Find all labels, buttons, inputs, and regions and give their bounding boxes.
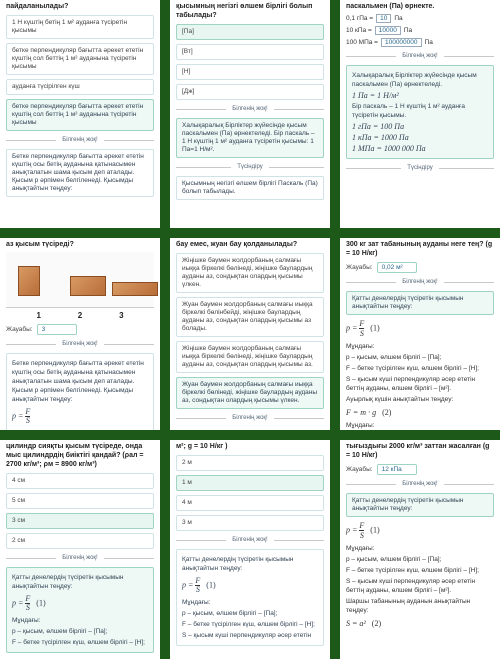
option-2[interactable]: 5 см xyxy=(6,493,154,509)
question-text: аз қысым түсіреді? xyxy=(6,241,74,248)
section-divider: Білгенің жоқ! xyxy=(346,279,494,285)
answer-input[interactable]: 12 кПа xyxy=(377,464,417,475)
horizontal-separator-2 xyxy=(0,430,500,440)
section-divider: Білгенің жоқ! xyxy=(176,537,324,543)
option-1[interactable]: 1 Н күштің бетің 1 м² ауданға түсіретін қысымы xyxy=(6,15,154,39)
option-3[interactable]: ауданға түсірілген күш xyxy=(6,79,154,95)
option-3[interactable]: 3 см xyxy=(6,513,154,529)
answer-row: Жауабы: 0,02 м² xyxy=(346,262,494,273)
section-divider: Білгенің жоқ! xyxy=(6,137,154,143)
option-3[interactable]: Жіңішке баумен жолдорбаның салмағы иыққа біркелкі бөлінеді, жіңішке баулардың ауданы аз, сондықтан олардың қысымы аз. xyxy=(176,341,324,373)
option-pa[interactable]: [Па] xyxy=(176,24,324,40)
formula-pressure: p = $\frac{F}{S}$ (1) xyxy=(346,319,380,338)
question-text: цилиндр сияқты қысым түсіреде, онда мыс цилиндрдің биіктігі қандай? (ρал = 2700 кг/м³; ρм = 8900 кг/м³) xyxy=(6,443,144,468)
option-w[interactable]: [Вт] xyxy=(176,44,324,60)
vertical-separator-2 xyxy=(330,0,340,659)
question-text: м²; g = 10 Н/кг ) xyxy=(176,443,228,450)
figure-label-1: 1 xyxy=(36,311,41,320)
question-text: паскальмен (Па) өрнекте. xyxy=(346,3,435,10)
correct-answer-feedback: бетке перпендикуляр бағытта әрекет ететін күштің сол беттің 1 м² ауданына түсіретін қысымы xyxy=(6,99,154,131)
answer-input[interactable]: 0,02 м² xyxy=(377,262,417,273)
figure-label-3: 3 xyxy=(119,311,124,320)
section-divider: Білгенің жоқ! xyxy=(6,341,154,347)
section-divider-2: Түсіндіру xyxy=(176,164,324,170)
horizontal-separator-1 xyxy=(0,228,500,238)
section-divider-2: Түсіндіру xyxy=(346,165,494,171)
panel-2 xyxy=(170,0,330,228)
section-divider: Білгенің жоқ! xyxy=(346,481,494,487)
figure-label-2: 2 xyxy=(77,311,83,320)
conversion-input-2[interactable]: 10000 xyxy=(375,26,401,35)
formula-pressure: p = $\frac{F}{S}$ (1) xyxy=(346,521,380,540)
panel-3 xyxy=(340,0,500,228)
section-divider: Білгенің жоқ! xyxy=(346,53,494,59)
bricks-figure xyxy=(6,252,154,308)
formula-gravity: F = m · g (2) xyxy=(346,408,392,417)
option-1[interactable]: 2 м xyxy=(176,455,324,471)
answer-input[interactable]: 3 xyxy=(37,324,77,335)
question-text: бау емес, жуан бау қолданылады? xyxy=(176,241,298,248)
option-n[interactable]: [Н] xyxy=(176,64,324,80)
brick-1 xyxy=(18,266,40,296)
panel-5 xyxy=(170,238,330,430)
brick-2 xyxy=(70,276,106,296)
section-divider: Білгенің жоқ! xyxy=(6,555,154,561)
question-text: тығыздығы 2000 кг/м³ заттан жасалған (g = 10 Н/кг) xyxy=(346,443,490,459)
explanation-box: Қатты денелердің түсіретін қысымын анықтайтын теңдеу: p = $\frac{F}{S}$ (1) Мұндағы: p – қысым, өлшем бірлігі – [Па]; F – бетке түсірілген күш, өлшем бірлігі – [Н]; S – қысым күші перпендикуляр әсер ететін xyxy=(176,549,324,646)
formula-area: S = a² (2) xyxy=(346,619,382,628)
panel-1 xyxy=(0,0,160,228)
section-divider: Білгенің жоқ! xyxy=(176,415,324,421)
explanation-box: Бетке перпендикуляр бағытта әрекет ететін күштің осы бетің ауданына қатынасымен анықталатын шама қысым деп аталады. Қысым p әрпімен белгіленеді. Қысымды анықтайтын теңдеу: xyxy=(6,149,154,197)
conversion-input-3[interactable]: 100000000 xyxy=(381,38,422,47)
panel-7 xyxy=(0,440,160,659)
question-text: 300 кг зат табанының ауданы неге тең? (g = 10 Н/кг) xyxy=(346,241,493,257)
panel-6: 300 кг зат табанының ауданы неге тең? (g = 10 Н/кг) Жауабы: 0,02 м² Білгенің жоқ! Қатты денелердің түсіретін қысымын анықтайтын теңдеу: p = $\frac{F}{S}$ (1) Мұндағы: p – қысым, өлшем бірлігі – [Па]; F – бетке түсірілген күш, өлшем бірлігі – [Н]; S – қысым күші перпендикуляр әсер ететін беттің ауданы, өлшем бірлігі – [м²]. Ауырлық күшін анықтайтын теңдеу: F = m · g (2) Мұндағы: xyxy=(340,238,500,430)
conversion-row-2: 10 кПа = 10000 Па xyxy=(346,27,413,34)
question-text: пайдаланылады? xyxy=(6,3,69,10)
panel-4 xyxy=(0,238,160,430)
option-4[interactable]: 2 см xyxy=(6,533,154,549)
explanation-box: Қатты денелердің түсіретін қысымын анықтайтын теңдеу: p = $\frac{F}{S}$ (1) Мұндағы: p – қысым, өлшем бірлігі – [Па]; F – бетке түсірілген күш, өлшем бірлігі – [Н]; xyxy=(6,567,154,653)
question-text: қысымның негізгі өлшем бірлігі болып табылады? xyxy=(176,3,313,19)
note-box: Қысымның негізгі өлшем бірлігі Паскаль (Па) болып табылады. xyxy=(176,176,324,200)
explanation-box: Қатты денелердің түсіретін қысымын анықтайтын теңдеу: xyxy=(346,291,494,315)
vertical-separator-1 xyxy=(160,0,170,659)
option-2[interactable]: 1 м xyxy=(176,475,324,491)
option-2[interactable]: Жуан баумен жолдорбаның салмағы иыққа біркелкі бөлінбейді, жіңішке баулардың ауданы аз, сондықтан олардың қысымы аз болады. xyxy=(176,297,324,337)
option-1[interactable]: 4 см xyxy=(6,473,154,489)
option-2[interactable]: бетке перпендикуляр бағытта әрекет ететін күштің сол беттің 1 м² ауданына түсіретін қысымы xyxy=(6,43,154,75)
answer-row: Жауабы: 3 xyxy=(6,324,154,335)
conversion-row-3: 100 МПа = 100000000 Па xyxy=(346,39,433,46)
answer-row: Жауабы: 12 кПа xyxy=(346,464,494,475)
section-divider: Білгенің жоқ! xyxy=(176,106,324,112)
option-1[interactable]: Жіңішке баумен жолдорбаның салмағы иыққа біркелкі бөлінеді, жіңішке баулардың ауданы аз, сондықтан олардың қысымы үлкен. xyxy=(176,253,324,293)
explanation-box: Қатты денелердің түсіретін қысымын анықтайтын теңдеу: xyxy=(346,493,494,517)
option-j[interactable]: [Дж] xyxy=(176,84,324,100)
brick-3 xyxy=(112,282,158,296)
option-3[interactable]: 4 м xyxy=(176,495,324,511)
panel-8 xyxy=(170,440,330,659)
option-4[interactable]: 3 м xyxy=(176,515,324,531)
explanation-box: Халықаралық Бірліктер жүйесінде қысым паскальмен (Па) өрнектеледі. 1 Па = 1 Н/м² Бір паскаль – 1 Н күштің 1 м² ауданға түсіретін қысымы. 1 гПа = 100 Па 1 кПа = 1000 Па 1 МПа = 1000 000 Па xyxy=(346,65,494,159)
panel-9: тығыздығы 2000 кг/м³ заттан жасалған (g = 10 Н/кг) Жауабы: 12 кПа Білгенің жоқ! Қатты денелердің түсіретін қысымын анықтайтын теңдеу: p = $\frac{F}{S}$ (1) Мұндағы: p – қысым, өлшем бірлігі – [Па]; F – бетке түсірілген күш, өлшем бірлігі – [Н]; S – қысым күші перпендикуляр әсер ететін беттің ауданы, өлшем бірлігі – [м²]. Шаршы табанының ауданын анықтайтын теңдеу: S = a² (2) xyxy=(340,440,500,659)
conversion-input-1[interactable]: 10 xyxy=(376,14,391,23)
explanation-box: Халықаралық Бірліктер жүйесінде қысым паскальмен (Па) өрнектеледі. Бір паскаль – 1 Н күштің 1 м² ауданға түсіретін қысымы: 1 Па=1 Н/м². xyxy=(176,118,324,158)
correct-answer-feedback: Жуан баумен жолдорбаның салмағы иыққа біркелкі бөлінеді, жіңішке баулардың ауданы аз, сондықтан олардың қысымы үлкен. xyxy=(176,377,324,409)
conversion-row-1: 0,1 гПа = 10 Па xyxy=(346,15,403,22)
explanation-box: Бетке перпендикуляр бағытта әрекет ететін күштің осы бетің ауданына қатынасымен анықталатын шама қысым деп аталады. Қысым p әрпімен белгіленеді. Қысымды анықтайтын теңдеу: p = $\frac{F}{S}$ xyxy=(6,353,154,430)
